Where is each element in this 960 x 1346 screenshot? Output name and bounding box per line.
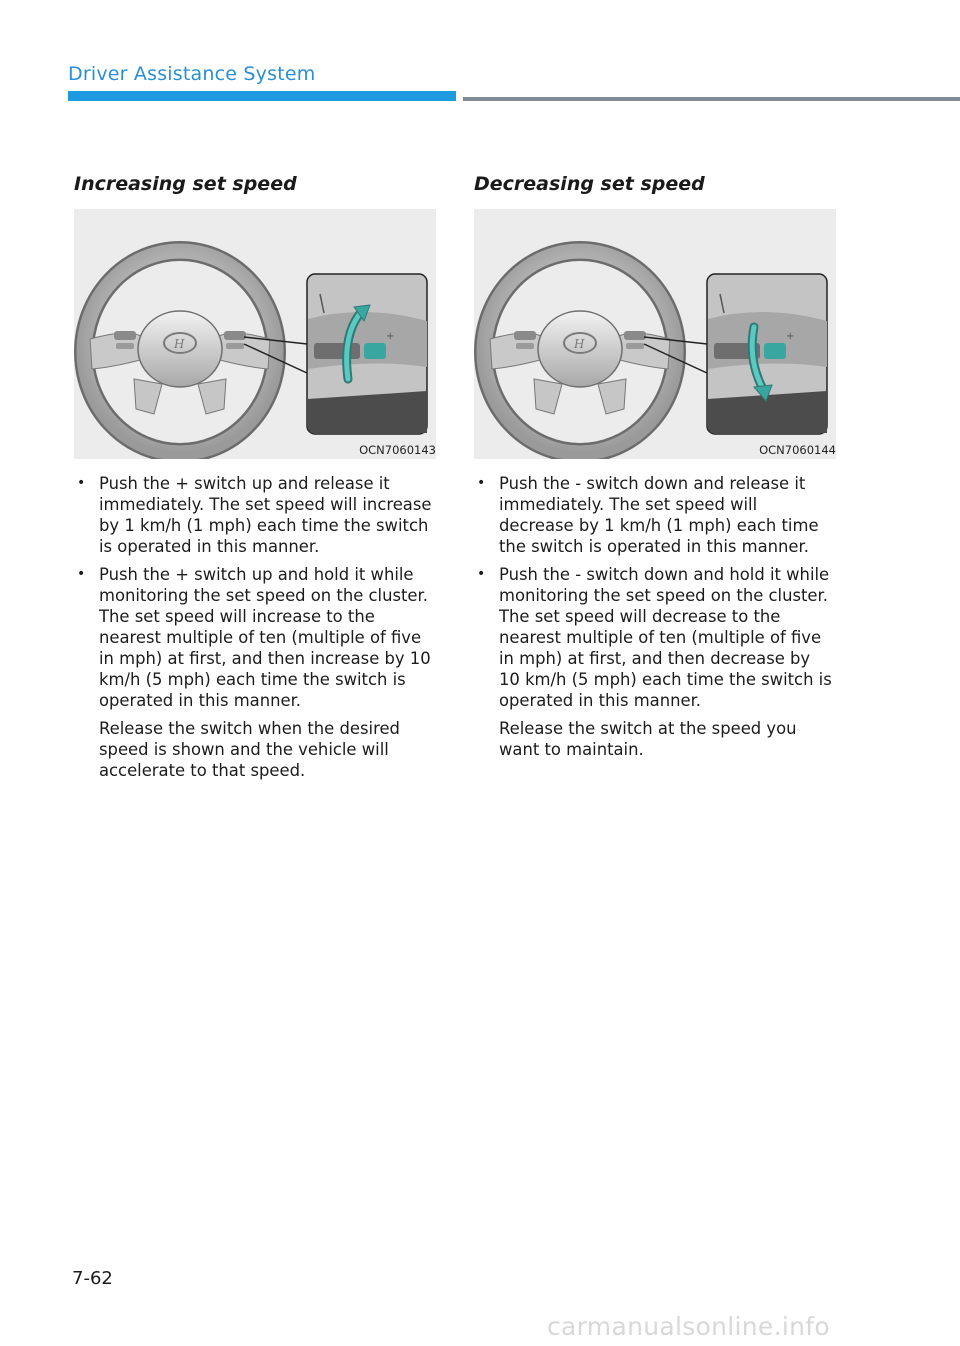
decreasing-speed-column	[474, 172, 836, 760]
svg-text:+: +	[786, 331, 795, 342]
watermark: carmanualsonline.info	[547, 1312, 830, 1341]
steering-wheel-figure	[474, 209, 836, 459]
svg-text:H: H	[174, 337, 185, 351]
release-note: Release the switch at the speed you want to maintain.	[499, 719, 797, 759]
figure-code: OCN7060143	[359, 443, 436, 457]
section-title: Increasing set speed	[74, 173, 297, 195]
increasing-speed-column	[74, 172, 436, 781]
steering-wheel-illustration	[74, 209, 436, 459]
list-item: • Push the + switch up and hold it while monitoring the set speed on the cluster. The set speed will increase to the nearest multiple of ten (multiple of five in mph) at first, and then increase by 10 km/h (5 mph) each time the switch is operated in this manner.	[74, 564, 436, 711]
list-item: • Push the - switch down and hold it while monitoring the set speed on the cluster. The set speed will decrease to the nearest multiple of ten (multiple of five in mph) at first, and then decrease by 10 km/h (5 mph) each time the switch is operated in this manner.	[474, 564, 836, 711]
steering-wheel-figure	[74, 209, 436, 459]
section-header-title: Driver Assistance System	[68, 63, 316, 85]
release-note: Release the switch when the desired speed is shown and the vehicle will accelerate to that speed.	[99, 719, 400, 780]
steering-wheel-illustration	[474, 209, 836, 459]
svg-text:H: H	[574, 337, 585, 351]
section-title: Decreasing set speed	[474, 173, 705, 195]
figure-code: OCN7060144	[759, 443, 836, 457]
list-item: • Push the - switch down and release it immediately. The set speed will decrease by 1 km/h (1 mph) each time the switch is operated in this manner.	[474, 473, 836, 557]
header-bar-rule	[463, 97, 960, 101]
page-number: 7-62	[72, 1268, 113, 1289]
list-item: • Push the + switch up and release it immediately. The set speed will increase by 1 km/h (1 mph) each time the switch is operated in this manner.	[74, 473, 436, 557]
instruction-list	[474, 473, 836, 711]
header-bar-accent	[68, 91, 456, 101]
instruction-list	[74, 473, 436, 711]
svg-text:+: +	[386, 331, 395, 342]
